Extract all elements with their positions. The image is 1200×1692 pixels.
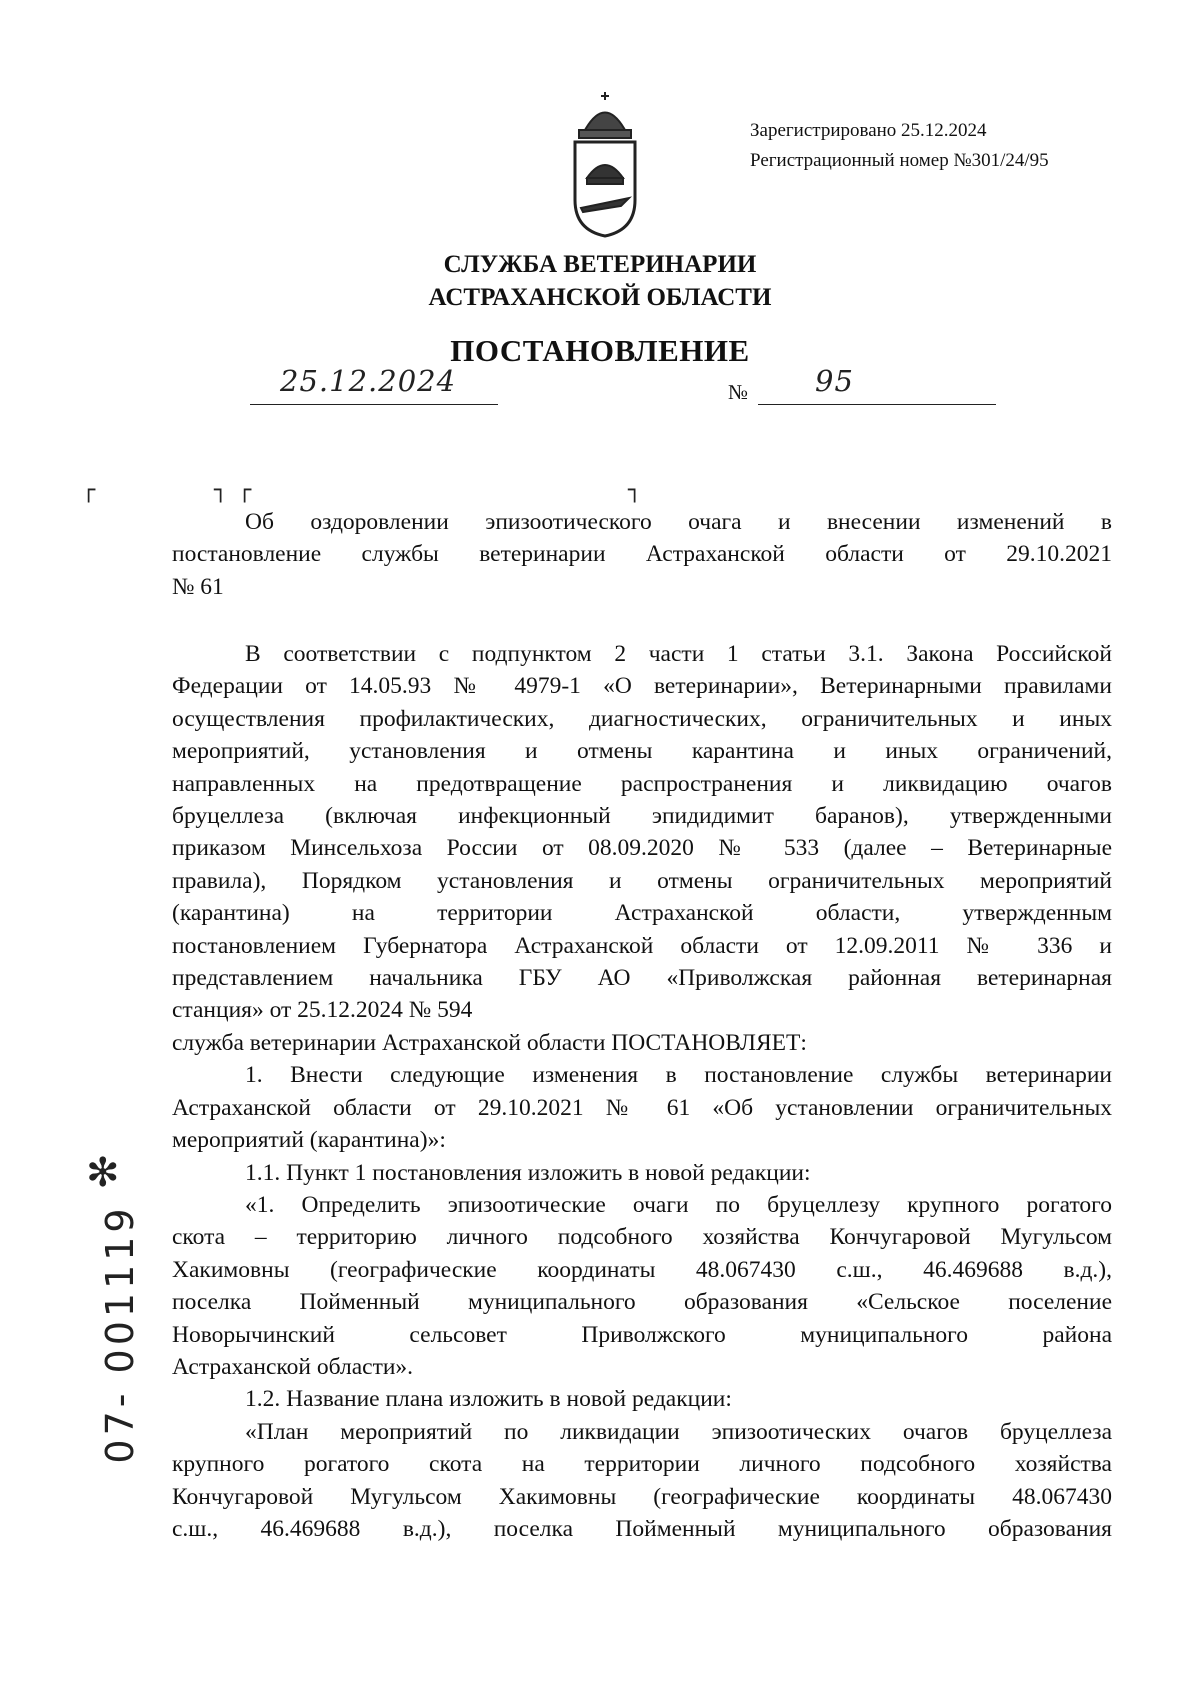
registration-date: Зарегистрировано 25.12.2024 [750,120,987,141]
preamble-line: постановлением Губернатора Астраханской области от 12.09.2011 № 336 и [172,932,1112,959]
preamble-line: представлением начальника ГБУ АО «Приволжская районная ветеринарная [172,965,1112,992]
document-body [172,638,1112,1545]
number-underline [758,368,996,405]
item-1-1-line: 1.1. Пункт 1 постановления изложить в новой редакции: [245,1159,811,1186]
item-1-line: Астраханской области от 29.10.2021 № 61 «Об установлении ограничительных [172,1094,1112,1121]
organization-line-2: АСТРАХАНСКОЙ ОБЛАСТИ [428,284,772,311]
document-date: 25.12.2024 [280,364,457,398]
preamble-line: приказом Минсельхоза России от 08.09.2020 № 533 (далее – Ветеринарные [172,835,1112,862]
quote-2-line: Кончугаровой Мугульсом Хакимовны (географические координаты 48.067430 [172,1483,1112,1510]
quote-1-line: скота – территорию личного подсобного хозяйства Кончугаровой Мугульсом [172,1224,1112,1251]
preamble-line: (карантина) на территории Астраханской области, утвержденным [172,900,1112,927]
item-1-line: 1. Внести следующие изменения в постановление службы ветеринарии [245,1062,1112,1089]
item-1-2-line: 1.2. Название плана изложить в новой редакции: [245,1386,732,1413]
registration-stamp [750,116,1049,176]
preamble-line: направленных на предотвращение распространения и ликвидацию очагов [172,770,1112,797]
corner-mark-inner-left: ┌ [238,478,252,503]
document-type: ПОСТАНОВЛЕНИЕ [450,333,750,368]
quote-1-line: Астраханской области». [172,1353,414,1380]
quote-1-line: поселка Пойменный муниципального образования «Сельское поселение [172,1289,1112,1316]
corner-mark-right: ┐ [628,478,642,503]
preamble-line: мероприятий, установления и отмены карантина и иных ограничений, [172,738,1112,765]
document-number: 95 [815,364,854,398]
quote-1-line: Новорычинский сельсовет Приволжского муниципального района [172,1321,1112,1348]
organization-name [0,248,1200,314]
side-asterisk-mark: ✻ [86,1150,120,1196]
coat-of-arms-emblem [565,90,645,240]
registration-number: Регистрационный номер №301/24/95 [750,150,1049,171]
preamble-line: В соответствии с подпунктом 2 части 1 статьи 3.1. Закона Российской [245,641,1112,667]
item-1-line: мероприятий (карантина)»: [172,1127,446,1154]
quote-2-line: с.ш., 46.469688 в.д.), поселка Пойменный муниципального образования [172,1515,1112,1542]
title-line: постановление службы ветеринарии Астраханской области от 29.10.2021 [172,541,1112,568]
preamble-line: осуществления профилактических, диагностических, ограничительных и иных [172,705,1112,732]
quote-2-line: крупного рогатого скота на территории личного подсобного хозяйства [172,1451,1112,1478]
number-label: № [728,380,749,404]
preamble-line: бруцеллеза (включая инфекционный эпидидимит баранов), утвержденными [172,803,1112,830]
quote-2-line: «План мероприятий по ликвидации эпизоотических очагов бруцеллеза [245,1418,1112,1445]
quote-1-line: «1. Определить эпизоотические очаги по бруцеллезу крупного рогатого [245,1191,1112,1218]
organization-line-1: СЛУЖБА ВЕТЕРИНАРИИ [443,251,757,278]
preamble-line: станция» от 25.12.2024 № 594 [172,997,473,1024]
preamble-line: Федерации от 14.05.93 № 4979-1 «О ветеринарии», Ветеринарными правилами [172,673,1112,700]
title-line: Об оздоровлении эпизоотического очага и внесении изменений в [245,509,1112,535]
resolves-line: служба ветеринарии Астраханской области ПОСТАНОВЛЯЕТ: [172,1029,807,1056]
corner-mark-left: ┌ [82,478,96,503]
corner-mark-inner-right: ┐ [214,478,228,503]
title-line: № 61 [172,573,224,600]
document-title [172,506,1112,603]
side-stamp-number: 07- 001119 [98,1204,142,1464]
quote-1-line: Хакимовны (географические координаты 48.067430 с.ш., 46.469688 в.д.), [172,1256,1112,1283]
preamble-line: правила), Порядком установления и отмены ограничительных мероприятий [172,867,1112,894]
